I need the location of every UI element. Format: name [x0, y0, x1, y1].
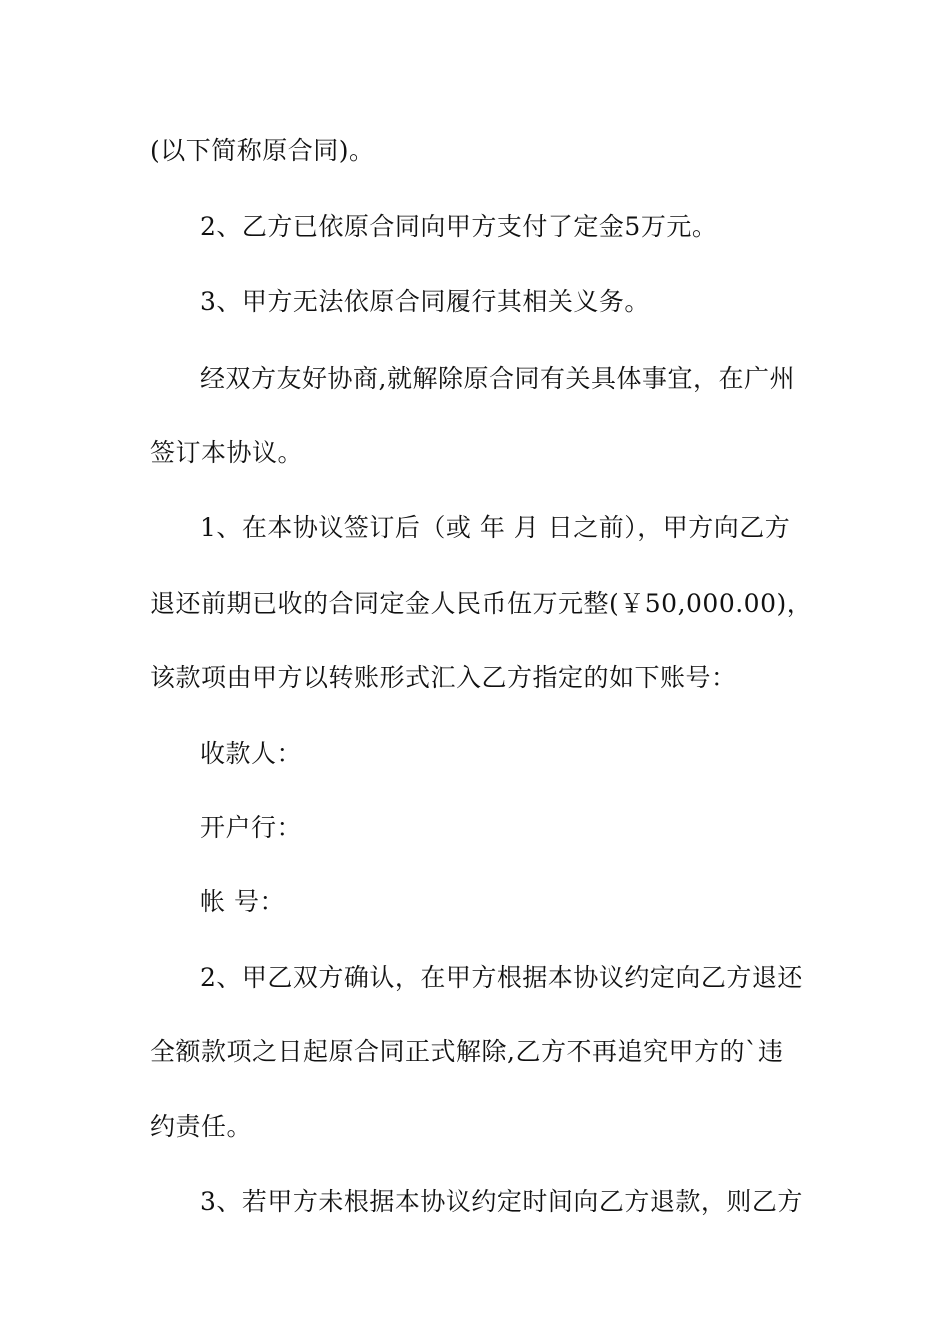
text-line: 经双方友好协商,就解除原合同有关具体事宜，在广州 — [200, 364, 795, 393]
text-line: 3、甲方无法依原合同履行其相关义务。 — [200, 287, 650, 316]
text-line: 该款项由甲方以转账形式汇入乙方指定的如下账号： — [150, 663, 737, 692]
text-line: 签订本协议。 — [150, 438, 304, 467]
text-line: 退还前期已收的合同定金人民币伍万元整(￥50,000.00)， — [150, 589, 813, 618]
text-line: 3、若甲方未根据本协议约定时间向乙方退款，则乙方 — [200, 1187, 803, 1216]
text-line: 帐 号： — [200, 887, 285, 916]
text-line: 全额款项之日起原合同正式解除,乙方不再追究甲方的`违 — [150, 1037, 784, 1066]
text-line: (以下简称原合同)。 — [150, 136, 375, 165]
text-line: 开户行： — [200, 813, 303, 842]
text-line: 2、甲乙双方确认，在甲方根据本协议约定向乙方退还 — [200, 963, 803, 992]
text-line: 2、乙方已依原合同向甲方支付了定金5万元。 — [200, 212, 718, 241]
text-line: 收款人： — [200, 739, 303, 768]
text-line: 约责任。 — [150, 1112, 253, 1141]
text-line: 1、在本协议签订后（或 年 月 日之前），甲方向乙方 — [200, 513, 791, 542]
